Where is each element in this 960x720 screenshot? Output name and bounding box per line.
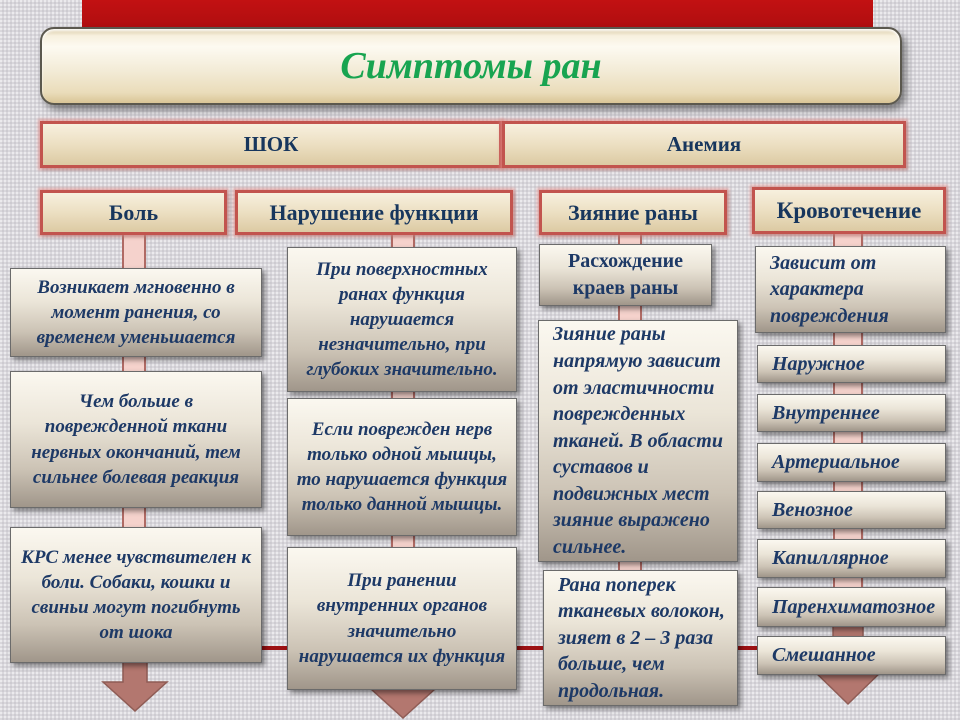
info-box: Рана поперек тканевых волокон, зияет в 2 – 3 раза больше, чем продольная. bbox=[543, 570, 738, 706]
info-box: Если поврежден нерв только одной мышцы, то нарушается функция только данной мышцы. bbox=[287, 398, 517, 536]
list-item: Паренхиматозное bbox=[757, 587, 946, 627]
info-box: При поверхностных ранах функция нарушается незначительно, при глубоких значительно. bbox=[287, 247, 517, 392]
slide-title: Симптомы ран bbox=[340, 45, 602, 87]
column-header-bleeding: Кровотечение bbox=[752, 187, 946, 234]
column-header-function: Нарушение функции bbox=[235, 190, 513, 235]
shock-box: ШОК bbox=[40, 121, 502, 168]
info-box: Расхождение краев раны bbox=[539, 244, 712, 306]
info-box: Возникает мгновенно в момент ранения, со временем уменьшается bbox=[10, 268, 262, 357]
down-arrow-icon bbox=[101, 656, 169, 712]
list-item: Внутреннее bbox=[757, 394, 946, 432]
list-item: Наружное bbox=[757, 345, 946, 383]
info-box: Чем больше в поврежденной ткани нервных окончаний, тем сильнее болевая реакция bbox=[10, 371, 262, 508]
info-box: Зияние раны напрямую зависит от эластичности поврежденных тканей. В области суставов и подвижных мест зияние выражено сильнее. bbox=[538, 320, 738, 562]
info-box: При ранении внутренних органов значительно нарушается их функция bbox=[287, 547, 517, 690]
anemia-box: Анемия bbox=[502, 121, 906, 168]
title-banner bbox=[40, 27, 902, 105]
column-header-gaping: Зияние раны bbox=[539, 190, 727, 235]
list-item: Венозное bbox=[757, 491, 946, 529]
info-box: КРС менее чувствителен к боли. Собаки, кошки и свиньи могут погибнуть от шока bbox=[10, 527, 262, 663]
list-item: Смешанное bbox=[757, 636, 946, 675]
info-box: Зависит от характера повреждения bbox=[755, 246, 946, 333]
list-item: Капиллярное bbox=[757, 539, 946, 578]
column-header-pain: Боль bbox=[40, 190, 227, 235]
list-item: Артериальное bbox=[757, 443, 946, 482]
